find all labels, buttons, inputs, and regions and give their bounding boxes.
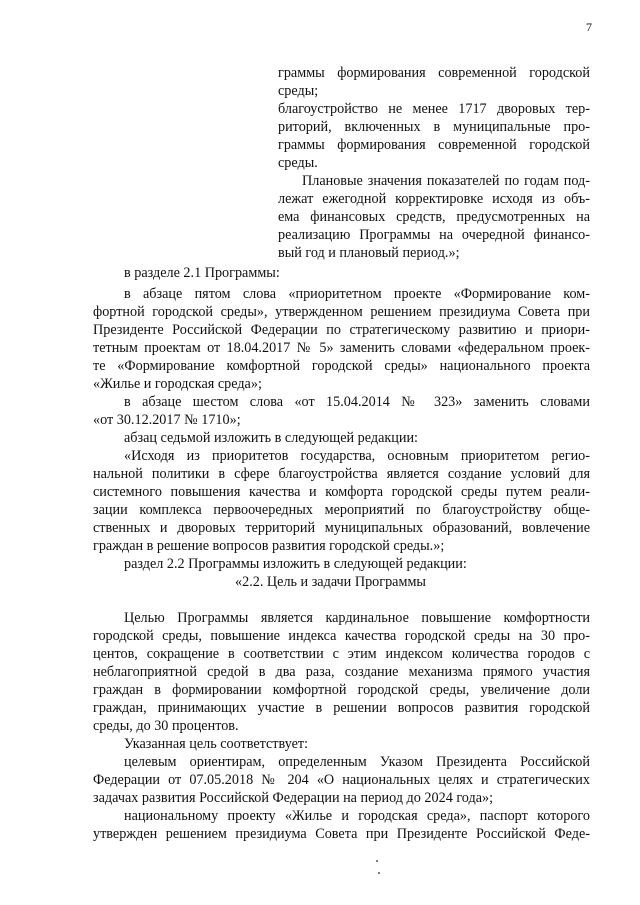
section-line: граждан, принимающих участие в решении вопросов развития городской bbox=[93, 700, 590, 716]
scan-speck bbox=[378, 872, 380, 874]
body-line: абзац седьмой изложить в следующей редакции: bbox=[124, 430, 419, 446]
body-line: в разделе 2.1 Программы: bbox=[124, 265, 280, 281]
section-line: целевым ориентирам, определенным Указом Президента Российской bbox=[124, 754, 590, 770]
body-line: зации комплекса первоочередных мероприятий по благоустройству обще- bbox=[93, 502, 590, 518]
scan-speck bbox=[376, 860, 378, 862]
body-line: Президенте Российской Федерации по стратегическому развитию и приори- bbox=[93, 322, 590, 338]
section-line: городской среды, повышение индекса качества городской среды на 30 про- bbox=[93, 628, 590, 644]
body-line: «Жилье и городская среда»; bbox=[93, 376, 262, 392]
body-line: системного повышения качества и комфорта городской среды путем реали- bbox=[93, 484, 590, 500]
quote-line: граммы формирования современной городской bbox=[278, 137, 590, 153]
body-line: ственных и дворовых территорий муниципальных образований, вовлечение bbox=[93, 520, 590, 536]
body-line: в абзаце шестом слова «от 15.04.2014 № 323» заменить словами bbox=[124, 394, 590, 410]
body-line: в абзаце пятом слова «приоритетном проекте «Формирование ком- bbox=[124, 286, 590, 302]
quote-line: лежат ежегодной корректировке исходя из объ- bbox=[278, 191, 590, 207]
body-line: «от 30.12.2017 № 1710»; bbox=[93, 412, 241, 428]
quote-line: среды. bbox=[278, 155, 318, 171]
body-line: те «Формирование комфортной городской среды» национального проекта bbox=[93, 358, 590, 374]
body-line: фортной городской среды», утвержденном решением президиума Совета при bbox=[93, 304, 590, 320]
section-line: Указанная цель соответствует: bbox=[124, 736, 309, 752]
section-line: центов, сокращение в соответствии с этим индексом количества городов с bbox=[93, 646, 590, 662]
quote-line: Плановые значения показателей по годам под- bbox=[302, 173, 590, 189]
body-line: граждан в решение вопросов развития городской среды.»; bbox=[93, 538, 445, 554]
quote-line: ема финансовых средств, предусмотренных на bbox=[278, 209, 590, 225]
section-line: задачах развития Российской Федерации на период до 2024 года»; bbox=[93, 790, 494, 806]
body-line: раздел 2.2 Программы изложить в следующей редакции: bbox=[124, 556, 467, 572]
section-line: среды, до 30 процентов. bbox=[93, 718, 239, 734]
section-line: Федерации от 07.05.2018 № 204 «О национальных целях и стратегических bbox=[93, 772, 590, 788]
section-line: утвержден решением президиума Совета при Президенте Российской Феде- bbox=[93, 826, 590, 842]
section-line: национальному проекту «Жилье и городская среда», паспорт которого bbox=[124, 808, 590, 824]
section-heading: «2.2. Цель и задачи Программы bbox=[235, 574, 426, 590]
quote-line: благоустройство не менее 1717 дворовых тер- bbox=[278, 101, 590, 117]
body-line: «Исходя из приоритетов государства, основным приоритетом регио- bbox=[124, 448, 590, 464]
section-line: граждан в формировании комфортной городской среды, увеличение доли bbox=[93, 682, 590, 698]
quote-line: риторий, включенных в муниципальные про- bbox=[278, 119, 590, 135]
page-number: 7 bbox=[586, 20, 592, 34]
quote-line: граммы формирования современной городской bbox=[278, 65, 590, 81]
quote-line: вый год и плановый период.»; bbox=[278, 245, 460, 261]
quote-line: среды; bbox=[278, 83, 319, 99]
section-line: неблагоприятной средой в два раза, создание механизма прямого участия bbox=[93, 664, 590, 680]
section-line: Целью Программы является кардинальное повышение комфортности bbox=[124, 610, 590, 626]
body-line: тетным проектам от 18.04.2017 № 5» заменить словами «федеральном проек- bbox=[93, 340, 590, 356]
quote-line: реализацию Программы на очередной финансо- bbox=[278, 227, 590, 243]
body-line: нальной политики в сфере благоустройства является создание условий для bbox=[93, 466, 590, 482]
